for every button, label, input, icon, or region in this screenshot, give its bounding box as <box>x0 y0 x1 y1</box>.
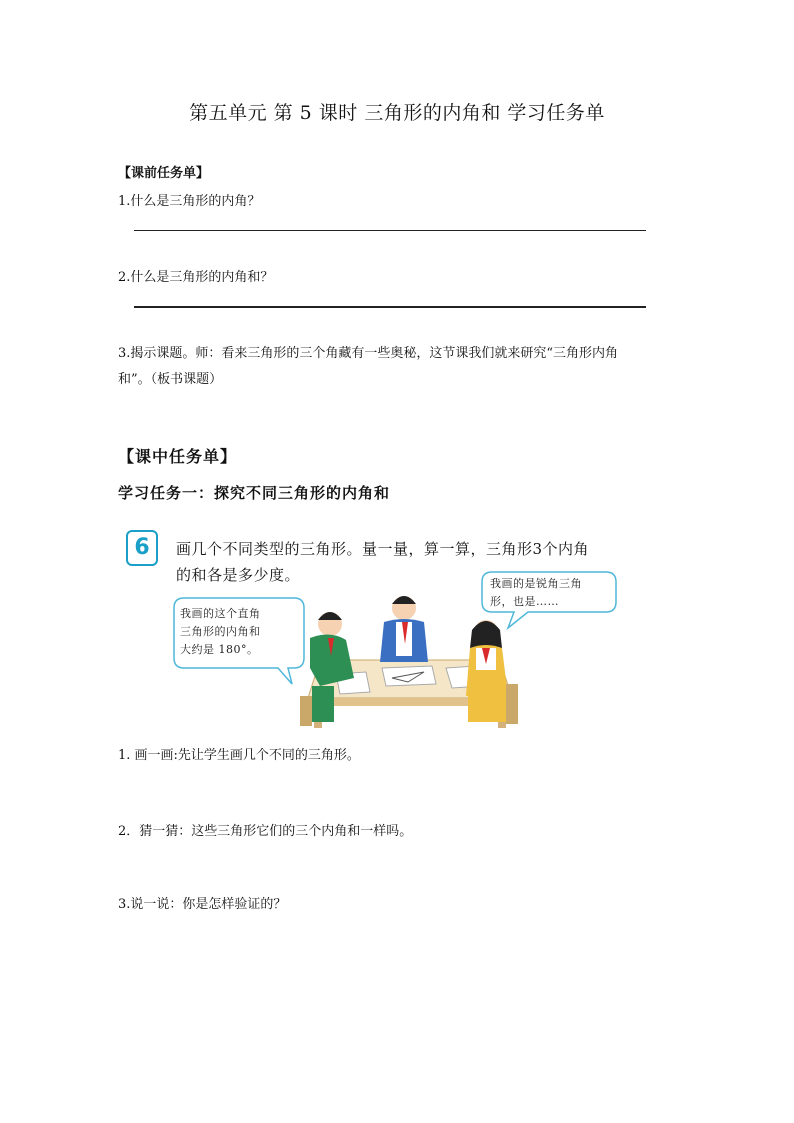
question-2: 2.什么是三角形的内角和？ <box>118 270 274 285</box>
problem-number-badge: 6 <box>126 530 158 566</box>
step-3: 3.说一说：你是怎样验证的？ <box>118 897 287 912</box>
step-2: 2．猜一猜：这些三角形它们的三个内角和一样吗。 <box>118 824 413 839</box>
pre-class-heading: 【课前任务单】 <box>118 166 210 181</box>
textbook-line-1: 画几个不同类型的三角形。量一量，算一算，三角形3个内角 <box>176 540 590 558</box>
answer-line-1 <box>134 230 646 231</box>
answer-line-2 <box>134 306 646 308</box>
task-1-title: 学习任务一：探究不同三角形的内角和 <box>118 484 391 502</box>
left-bubble-text: 我画的这个直角 三角形的内角和 大约是 180°。 <box>180 607 261 656</box>
chair <box>506 684 518 724</box>
textbook-line-2: 的和各是多少度。 <box>176 566 301 584</box>
question-3-line1: 3.揭示课题。师：看来三角形的三个角藏有一些奥秘，这节课我们就来研究“三角形内角 <box>118 346 619 361</box>
step-1: 1. 画一画:先让学生画几个不同的三角形。 <box>118 748 360 763</box>
question-3-line2: 和”。（板书课题） <box>118 372 223 387</box>
in-class-heading: 【课中任务单】 <box>118 447 238 466</box>
page-title: 第五单元 第 5 课时 三角形的内角和 学习任务单 <box>189 102 605 124</box>
question-1: 1.什么是三角形的内角？ <box>118 194 261 209</box>
chair <box>300 696 312 726</box>
paper <box>382 666 436 686</box>
right-bubble-text: 我画的是锐角三角 形，也是…… <box>490 577 582 608</box>
